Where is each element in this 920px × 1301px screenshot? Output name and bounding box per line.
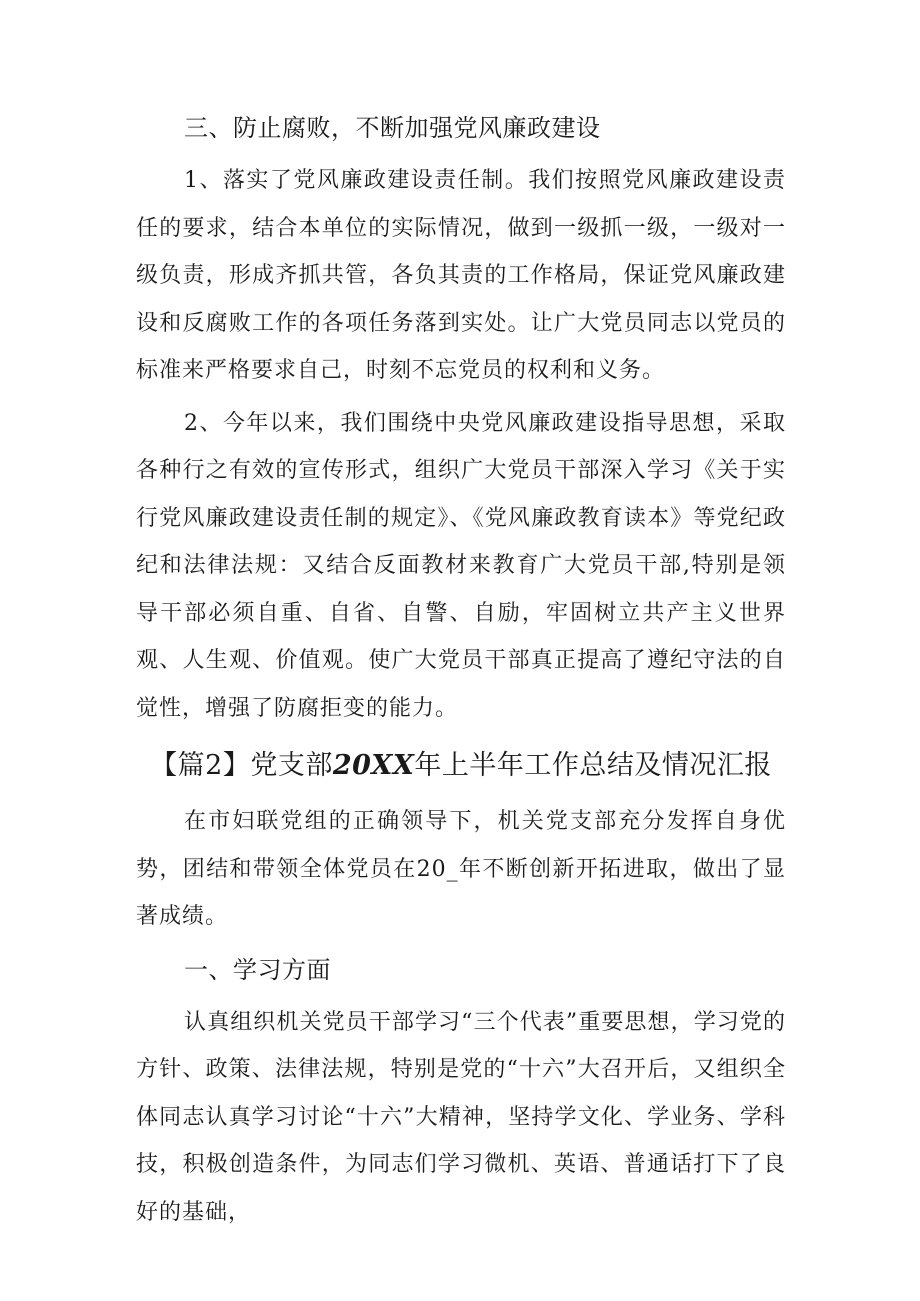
document-body [136,104,786,1241]
paragraph-intro: 在市妇联党组的正确领导下，机关党支部充分发挥自身优势，团结和带领全体党员在20_年不断创新开拓进取，做出了显著成绩。 [136,809,786,929]
article-title-year: 20XX [332,750,415,781]
section-heading-study: 一、学习方面 [184,955,331,984]
paragraph-responsibility-system: 1、落实了党风廉政建设责任制。我们按照党风廉政建设责任的要求，结合本单位的实际情况，做到一级抓一级，一级对一级负责，形成齐抓共管，各负其责的工作格局，保证党风廉政建设和反腐败工作的各项任务落到实处。让广大党员同志以党员的标准来严格要求自己，时刻不忘党员的权利和义务。 [136,168,786,383]
article-title [136,740,786,792]
article-title-suffix: 年上半年工作总结及情况汇报 [414,750,772,781]
paragraph-study: 认真组织机关党员干部学习“三个代表”重要思想，学习党的方针、政策、法律法规，特别是党的“十六”大召开后，又组织全体同志认真学习讨论“十六”大精神，坚持学文化、学业务、学科技，积极创造条件，为同志们学习微机、英语、普通话打下了良好的基础， [136,1009,786,1225]
article-title-prefix: 【篇2】党支部 [150,750,333,781]
section-heading-anti-corruption: 三、防止腐败，不断加强党风廉政建设 [184,114,601,142]
paragraph-education-campaign: 2、今年以来，我们围绕中央党风廉政建设指导思想，采取各种行之有效的宣传形式，组织广大党员干部深入学习《关于实行党风廉政建设责任制的规定》、《党风廉政教育读本》等党纪政纪和法律法规：又结合反面教材来教育广大党员干部,特别是领导干部必须自重、自省、自警、自励，牢固树立共产主义世界观、人生观、价值观。使广大党员干部真正提高了遵纪守法的自觉性，增强了防腐拒变的能力。 [136,410,786,721]
